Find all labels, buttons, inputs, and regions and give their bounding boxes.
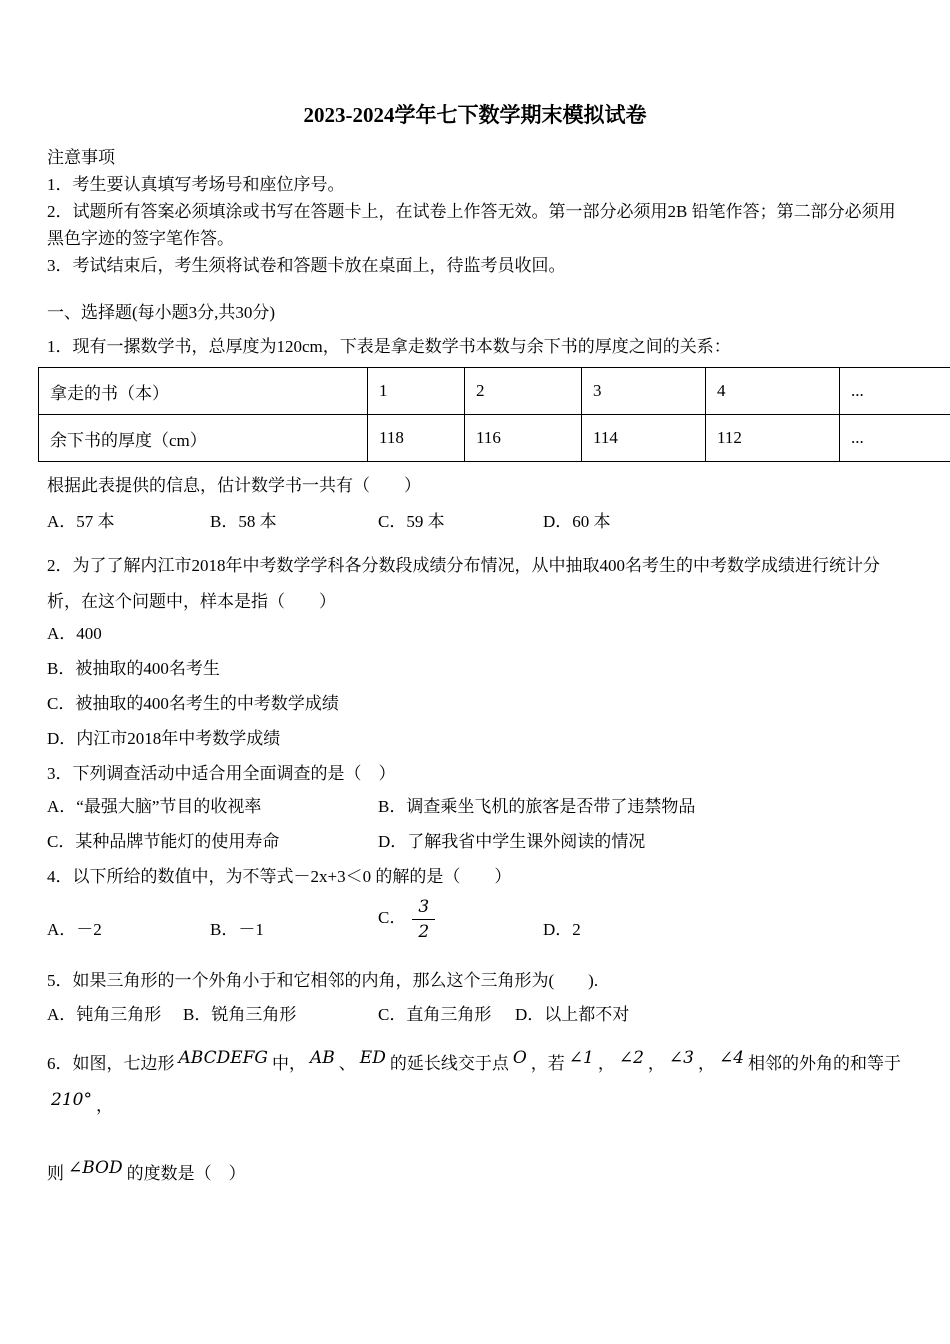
- q6-stem-line-1: [47, 1043, 903, 1127]
- fraction: [412, 896, 435, 943]
- table-cell: 114: [582, 415, 706, 462]
- q6-text-segment: 的延长线交于点: [389, 1054, 509, 1073]
- q6-text-segment: 、: [338, 1054, 356, 1073]
- table-row: [39, 368, 950, 415]
- table-cell: ...: [840, 368, 950, 415]
- q6-text-segment: 的度数是（ ）: [126, 1164, 246, 1183]
- page-title: 2023-2024学年七下数学期末模拟试卷: [303, 103, 647, 127]
- q6-math-segment: ED: [359, 1048, 386, 1068]
- q6-text-segment: ，: [95, 1096, 113, 1115]
- q2-option-c: C．被抽取的400名考生的中考数学成绩: [47, 694, 339, 713]
- q1-options: [47, 510, 903, 534]
- table-cell: 余下书的厚度（cm）: [39, 415, 368, 462]
- q2-stem: 2．为了了解内江市2018年中考数学学科各分数段成绩分布情况，从中抽取400名考生的中考数学成绩进行统计分析，在这个问题中，样本是指（ ）: [47, 556, 880, 611]
- table-cell: 112: [706, 415, 840, 462]
- q6-stem-line-2: [47, 1153, 903, 1195]
- q5-option-c: C．直角三角形: [378, 1005, 492, 1024]
- table-cell: 2: [465, 368, 582, 415]
- q4-option-a: A．－2: [47, 920, 102, 939]
- q5-option-a: A．钝角三角形: [47, 1005, 162, 1024]
- q6-text-segment: ，: [697, 1054, 715, 1073]
- fraction-denominator: 2: [418, 921, 430, 942]
- table-cell: 116: [465, 415, 582, 462]
- q6-math-segment: ABCDEFG: [178, 1048, 269, 1068]
- q6-text-segment: ，: [647, 1054, 665, 1073]
- q6-text-segment: 中，: [272, 1054, 307, 1073]
- notice-item-1: 1．考生要认真填写考场号和座位序号。: [47, 175, 345, 194]
- q6-math-segment: ∠3: [668, 1048, 694, 1068]
- q6-text-segment: 6．如图，七边形: [47, 1054, 175, 1073]
- q1-option-c: C．59 本: [378, 512, 445, 531]
- q6-math-segment: ∠BOD: [68, 1158, 123, 1178]
- q6-math-segment: ∠4: [718, 1048, 745, 1068]
- fraction-numerator: 3: [412, 896, 435, 920]
- q4-stem: 4．以下所给的数值中，为不等式－2x+3＜0 的解的是（ ）: [47, 867, 512, 886]
- q6-math-segment: O: [512, 1048, 527, 1068]
- q2-option-a: A．400: [47, 624, 102, 643]
- table-cell: 118: [368, 415, 465, 462]
- section-heading: 一、选择题(每小题3分,共30分): [47, 303, 276, 322]
- notice-item-2: 2．试题所有答案必须填涂或书写在答题卡上，在试卷上作答无效。第一部分必须用2B 铅笔作答；第二部分必须用黑色字迹的签字笔作答。: [47, 202, 896, 248]
- q3-stem: 3．下列调查活动中适合用全面调查的是（ ）: [47, 764, 396, 783]
- q6-text-segment: 则: [47, 1164, 64, 1183]
- q6-math-segment: AB: [310, 1048, 335, 1068]
- q1-followup: 根据此表提供的信息，估计数学书一共有（ ）: [47, 476, 421, 495]
- table-cell: 拿走的书（本）: [39, 368, 368, 415]
- notice-item-3: 3．考试结束后，考生须将试卷和答题卡放在桌面上，待监考员收回。: [47, 256, 566, 275]
- table-row: [39, 415, 950, 462]
- q4-option-b: B．－1: [210, 920, 264, 939]
- table-cell: ...: [840, 415, 950, 462]
- q5-option-b: B．锐角三角形: [183, 1005, 297, 1024]
- q4-option-c: [378, 889, 435, 947]
- q1-option-b: B．58 本: [210, 512, 277, 531]
- q6-text-segment: ，若: [530, 1054, 565, 1073]
- notice-section: [47, 144, 903, 279]
- q1-option-a: A．57 本: [47, 512, 115, 531]
- q3-option-a: A．“最强大脑”节目的收视率: [47, 797, 262, 816]
- q5-option-d: D．以上都不对: [515, 1005, 630, 1024]
- q1-option-d: D．60 本: [543, 512, 611, 531]
- q2-option-d: D．内江市2018年中考数学成绩: [47, 729, 281, 748]
- q6-math-segment: ∠2: [618, 1048, 644, 1068]
- q2-option-b: B．被抽取的400名考生: [47, 659, 220, 678]
- q1-stem: 1．现有一摞数学书，总厚度为120cm，下表是拿走数学书本数与余下书的厚度之间的关系：: [47, 337, 731, 356]
- table-cell: 4: [706, 368, 840, 415]
- q3-option-d: D．了解我省中学生课外阅读的情况: [378, 832, 646, 851]
- q6-math-segment: ∠1: [568, 1048, 594, 1068]
- q6-text-segment: ，: [597, 1054, 615, 1073]
- q3-options-row-1: [47, 795, 903, 819]
- q6-math-segment: 210°: [51, 1090, 92, 1110]
- notice-heading: 注意事项: [47, 148, 115, 167]
- q4-options: [47, 889, 903, 947]
- q3-option-c: C．某种品牌节能灯的使用寿命: [47, 832, 280, 851]
- q3-option-b: B．调查乘坐飞机的旅客是否带了违禁物品: [378, 797, 696, 816]
- q4-option-c-letter: C．: [378, 908, 407, 927]
- q4-option-d: D．2: [543, 920, 581, 939]
- table-cell: 3: [582, 368, 706, 415]
- table-cell: 1: [368, 368, 465, 415]
- q5-options: [47, 1003, 903, 1027]
- q3-options-row-2: [47, 830, 903, 854]
- q5-stem: 5．如果三角形的一个外角小于和它相邻的内角，那么这个三角形为( ).: [47, 971, 599, 990]
- q1-table: [38, 367, 950, 462]
- q6-text-segment: 相邻的外角的和等于: [748, 1054, 902, 1073]
